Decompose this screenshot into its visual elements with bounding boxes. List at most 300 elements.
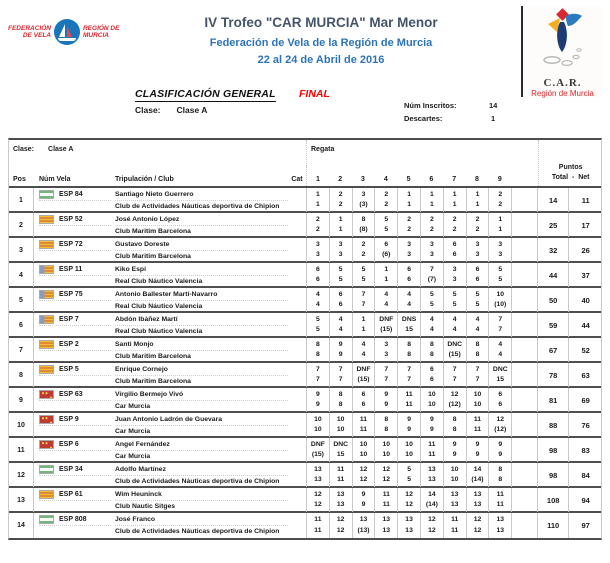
race-column-header: 4 [383,176,388,183]
table-header [9,140,601,188]
total-points-cell: 98 [538,438,569,462]
crew-club-cell [111,288,288,312]
sail-shape [67,26,72,37]
crew-column-header: Tripulación / Club [115,176,174,183]
club-name: Car Murcia [115,427,151,435]
cat-cell [288,513,306,538]
table-body [9,188,601,538]
race-result-cell: 2 2 [306,213,329,237]
crew-club-cell [111,438,288,462]
race-column-header: 3 [361,176,365,183]
gap-header [511,166,538,186]
race-result-cell: 5 5 [420,288,443,312]
race-result-cell: 11 11 [466,413,489,437]
cat-cell [288,288,306,312]
race-result-cell: 10 10 [443,463,466,487]
race-result-cell: 12 12 [352,463,375,487]
murcia-flag-icon [39,390,54,399]
total-points-cell: 88 [538,413,569,437]
sail-number: ESP 61 [59,490,83,498]
race-result-cell: 8 8 [374,413,397,437]
total-points-cell: 81 [538,388,569,412]
net-points-cell: 11 [581,195,590,205]
race-result-cell: 10 10 [397,438,420,462]
gap-cell [511,363,538,387]
race-result-cell: 2 2 [397,213,420,237]
race-result-cell: 2 2 [488,188,511,212]
logo-text-line: MURCIA [82,32,109,39]
race-result-cell: 11 11 [443,513,466,538]
valencia-flag-icon [39,315,54,324]
race-result-cell: 5 5 [443,288,466,312]
andalucia-flag-icon [39,465,54,474]
gap-cell [511,438,538,462]
race-result-cell: 9 9 [306,388,329,412]
sail-number-cell [34,488,111,512]
race-result-cell: 13 13 [488,513,511,538]
gap-cell [511,313,538,337]
sail-number-cell [34,388,111,412]
cat-cell [288,413,306,437]
class-line [135,105,207,115]
race-result-cell: 10 10 [306,413,329,437]
race-result-cell: 12 12 [374,463,397,487]
total-points-cell: 44 [538,263,569,287]
sail-number-cell [34,213,111,237]
position-cell: 3 [9,238,34,262]
race-result-cell: 3 (3) [352,188,375,212]
num-inscritos-label: Núm Inscritos: [404,101,457,110]
race-result-cell: 7 7 [352,288,375,312]
gap-cell [511,263,538,287]
race-result-cell: 10 10 [329,413,352,437]
race-result-cell: 8 8 [329,388,352,412]
crew-name: Abdón Ibáñez Martí [115,314,288,326]
race-result-cell: 6 6 [352,388,375,412]
table-row [9,288,601,313]
race-result-cell: 2 2 [352,238,375,262]
race-result-cell: DNF (15) [374,313,397,337]
race-result-cell: 2 2 [329,188,352,212]
crew-name: Kiko Espí [115,264,288,276]
crew-club-cell [111,188,288,212]
race-result-cell: 8 8 [420,338,443,362]
classification-heading: CLASIFICACIÓN GENERAL [135,88,276,100]
region-logo-text [83,25,119,39]
cat-cell [288,188,306,212]
race-result-cell: 12 12 [397,488,420,512]
race-result-cell: 7 7 [329,363,352,387]
sail-number: ESP 75 [59,290,83,298]
total-points-cell: 50 [538,288,569,312]
gap-cell [511,463,538,487]
race-result-cell: 3 3 [374,338,397,362]
net-points-cell: 76 [581,420,590,430]
table-row [9,513,601,538]
cat-cell [288,338,306,362]
catalonia-flag-icon [39,490,54,499]
crew-name: Gustavo Doreste [115,239,288,251]
race-result-cell: 2 2 [374,188,397,212]
race-result-cell: 13 13 [420,463,443,487]
sail-number: ESP 72 [59,240,83,248]
sail-number: ESP 52 [59,215,83,223]
race-result-cell: 1 1 [488,213,511,237]
position-cell: 11 [9,438,34,462]
cat-cell [288,463,306,487]
race-result-cell: 6 6 [466,263,489,287]
federacion-vela-logo [8,16,126,48]
race-result-cell: 5 5 [352,263,375,287]
crew-club-cell [111,213,288,237]
race-result-cell: 9 9 [443,438,466,462]
net-points-cell: 63 [581,370,590,380]
puntos-label: Puntos [558,164,583,171]
sailboat-icon [54,19,80,45]
crew-name: Angel Fernández [115,439,288,451]
catalonia-flag-icon [39,365,54,374]
total-points-cell: 67 [538,338,569,362]
race-result-cell: 3 3 [306,238,329,262]
race-result-cell: 9 9 [329,338,352,362]
race-column-header: 7 [452,176,457,183]
valencia-flag-icon [39,290,54,299]
race-result-cell: DNF (15) [352,363,375,387]
race-result-cell: 4 4 [374,288,397,312]
race-result-cell: 13 (13) [352,513,375,538]
club-name: Real Club Náutico Valencia [115,327,203,335]
title-block [140,14,502,67]
race-result-cell: DNC (15) [443,338,466,362]
net-points-cell: 26 [581,245,590,255]
cat-cell [288,213,306,237]
puntos-header [538,140,602,186]
total-points-cell: 59 [538,313,569,337]
club-name: Real Club Náutico Valencia [115,277,203,285]
race-result-cell: DNC 15 [329,438,352,462]
total-points-cell: 98 [538,463,569,487]
gap-cell [511,388,538,412]
total-points-cell: 110 [538,513,569,538]
table-row [9,413,601,438]
gap-cell [511,213,538,237]
crew-name: Juan Antonio Ladrón de Guevara [115,414,288,426]
race-result-cell: 3 3 [466,238,489,262]
race-result-cell: 12 (12) [443,388,466,412]
race-result-cell: 10 10 [420,388,443,412]
race-result-cell: 5 5 [466,288,489,312]
table-row [9,213,601,238]
gap-cell [511,288,538,312]
race-result-cell: 13 13 [329,488,352,512]
andalucia-flag-icon [39,190,54,199]
net-points-cell: 52 [581,345,590,355]
position-cell: 4 [9,263,34,287]
race-result-cell: 3 3 [420,238,443,262]
race-result-cell: 7 7 [306,363,329,387]
net-points-cell: 44 [581,320,590,330]
race-result-cell: 11 11 [374,488,397,512]
table-row [9,263,601,288]
race-result-cell: 4 4 [443,313,466,337]
pos-column-header: Pos [13,176,26,183]
total-points-cell: 25 [538,213,569,237]
net-points-cell: 37 [581,270,590,280]
race-column-header: 6 [429,176,434,183]
total-net-label: Total - Net [551,174,590,181]
position-cell: 2 [9,213,34,237]
valencia-flag-icon [39,265,54,274]
club-name: Club Maritim Barcelona [115,252,191,260]
race-result-cell: 11 11 [397,388,420,412]
event-title: IV Trofeo "CAR MURCIA" Mar Menor [204,15,438,30]
crew-club-cell [111,388,288,412]
sail-number-cell [34,463,111,487]
club-name: Club de Actividades Náuticas deportiva de Chipion [115,527,280,535]
race-result-cell: 11 11 [352,413,375,437]
race-result-cell: 12 12 [329,513,352,538]
car-murcia-logo [521,6,602,97]
total-points-cell: 108 [538,488,569,512]
sail-number-cell [34,188,111,212]
race-result-cell: 4 4 [488,338,511,362]
net-points-cell: 84 [581,470,590,480]
race-result-cell: DNF (15) [306,438,329,462]
descartes-label: Descartes: [404,114,443,123]
race-result-cell: 4 4 [397,288,420,312]
gap-cell [511,338,538,362]
race-result-cell: 2 2 [466,213,489,237]
race-result-cell: 2 2 [420,213,443,237]
race-result-cell: 4 4 [306,288,329,312]
crew-name: Virgilio Bermejo Vivó [115,389,288,401]
logo-text-line: REGIÓN DE [82,25,120,32]
total-points-cell: 32 [538,238,569,262]
race-result-cell: 13 13 [306,463,329,487]
race-result-cell: 6 6 [329,288,352,312]
sail-number-cell [34,313,111,337]
crew-name: Antonio Ballester Martí-Navarro [115,289,288,301]
cat-cell [288,238,306,262]
murcia-flag-icon [39,415,54,424]
club-name: Club Maritim Barcelona [115,377,191,385]
race-result-cell: 14 (14) [420,488,443,512]
race-result-cell: 7 7 [397,363,420,387]
num-inscritos-value: 14 [489,101,498,110]
crew-name: Adolfo Martínez [115,464,288,476]
race-result-cell: 8 8 [306,338,329,362]
table-class-label [9,140,306,166]
sail-number: ESP 84 [59,190,83,198]
cat-cell [288,263,306,287]
race-result-cell: 8 8 [443,413,466,437]
race-result-cell: 1 1 [352,313,375,337]
sail-number-cell [34,263,111,287]
sail-number: ESP 7 [59,315,79,323]
net-points-cell: 69 [581,395,590,405]
class-label: Clase: [13,146,35,153]
crew-club-cell [111,513,288,538]
club-name: Car Murcia [115,452,151,460]
race-result-cell: 7 7 [374,363,397,387]
race-result-cell: 9 9 [420,413,443,437]
sail-number: ESP 6 [59,440,79,448]
catalonia-flag-icon [39,240,54,249]
cat-cell [288,313,306,337]
sail-number: ESP 34 [59,465,83,473]
table-row [9,438,601,463]
sail-number: ESP 11 [59,265,83,273]
event-dates: 22 al 24 de Abril de 2016 [257,54,385,66]
cat-column-header: Cat [291,176,303,183]
organizer-subtitle: Federación de Vela de la Región de Murcia [209,37,433,49]
race-result-cell: 3 3 [329,238,352,262]
race-result-cell: 11 11 [488,488,511,512]
sail-number-cell [34,413,111,437]
car-logo-mark [524,8,601,72]
race-result-cell: 3 3 [443,263,466,287]
position-cell: 9 [9,388,34,412]
race-result-cell: 6 6 [306,263,329,287]
race-result-cell: 9 9 [352,488,375,512]
sail-number-cell [34,363,111,387]
position-cell: 8 [9,363,34,387]
race-result-cell: 10 10 [352,438,375,462]
race-result-cell: 13 13 [443,488,466,512]
cat-cell [288,363,306,387]
crew-name: José Antonio López [115,214,288,226]
sail-number-cell [34,238,111,262]
total-points-cell: 14 [538,188,569,212]
race-result-cell: 7 (7) [420,263,443,287]
car-acronym: C.A.R. [543,77,582,89]
crew-club-cell [111,238,288,262]
race-result-cell: 1 1 [420,188,443,212]
sail-number-cell [34,438,111,462]
crew-club-cell [111,338,288,362]
position-cell: 14 [9,513,34,538]
race-result-cell: 11 11 [420,438,443,462]
net-points-cell: 94 [581,495,590,505]
race-result-cell: 8 (8) [352,213,375,237]
club-name: Club Nautic Sitges [115,502,176,510]
gap-cell [511,413,538,437]
net-points-cell: 97 [581,521,590,530]
race-result-cell: 3 3 [397,238,420,262]
descartes-value: 1 [491,114,496,123]
sail-number-cell [34,513,111,538]
logo-text-line: FEDERACIÓN [8,25,51,32]
race-result-cell: 12 12 [306,488,329,512]
position-cell: 1 [9,188,34,212]
race-result-cell: 11 11 [306,513,329,538]
sail-number-cell [34,288,111,312]
logo-text-line: DE VELA [22,32,51,39]
catalonia-flag-icon [39,340,54,349]
race-result-cell: 6 6 [397,263,420,287]
federacion-logo-text [8,25,51,39]
cat-cell [288,388,306,412]
race-result-cell: 8 8 [397,338,420,362]
race-result-cell: 6 6 [420,363,443,387]
race-result-cell: DNS 15 [397,313,420,337]
race-result-cell: 5 5 [374,213,397,237]
position-cell: 5 [9,288,34,312]
crew-club-cell [111,263,288,287]
position-cell: 10 [9,413,34,437]
sail-number: ESP 2 [59,340,79,348]
club-name: Club de Actividades Náuticas deportiva de Chipion [115,202,280,210]
crew-club-cell [111,313,288,337]
net-points-cell: 83 [581,445,590,455]
race-result-cell: 7 7 [488,313,511,337]
results-table [8,138,602,540]
crew-club-cell [111,363,288,387]
race-column-header: 1 [306,166,329,186]
race-result-cell: 6 (6) [374,238,397,262]
race-result-cell: 10 10 [374,438,397,462]
position-cell: 13 [9,488,34,512]
race-result-cell: 9 9 [488,438,511,462]
race-result-cell: 4 4 [466,313,489,337]
race-result-cell: 2 2 [443,213,466,237]
race-result-cell: 5 5 [488,263,511,287]
total-points-cell: 78 [538,363,569,387]
class-label: Clase: [135,105,161,115]
crew-club-cell [111,488,288,512]
race-result-cell: 12 (12) [488,413,511,437]
gap-cell [511,238,538,262]
race-result-cell: 3 3 [488,238,511,262]
status-final: FINAL [299,88,330,100]
race-result-cell: 5 5 [397,463,420,487]
table-row [9,338,601,363]
race-result-cell: 7 7 [466,363,489,387]
race-result-cell: 4 4 [352,338,375,362]
race-result-cell: 13 13 [374,513,397,538]
crew-name: Santiago Nieto Guerrero [115,189,288,201]
position-cell: 12 [9,463,34,487]
race-result-cell: 10 (10) [488,288,511,312]
race-result-cell: 9 9 [374,388,397,412]
race-result-cell: 6 6 [443,238,466,262]
race-result-cell: 10 10 [466,388,489,412]
race-column-header: 2 [338,176,343,183]
race-result-cell: 1 1 [397,188,420,212]
race-result-cell: 9 9 [466,438,489,462]
race-result-cell: 12 12 [466,513,489,538]
race-result-cell: 5 5 [306,313,329,337]
crew-club-cell [111,463,288,487]
race-result-cell: 13 13 [397,513,420,538]
race-result-cell: 4 4 [420,313,443,337]
club-name: Car Murcia [115,402,151,410]
net-points-cell: 17 [581,220,590,230]
club-name: Club de Actividades Náuticas deportiva de Chipion [115,477,280,485]
class-value: Clase A [176,105,208,115]
race-result-cell: 8 8 [488,463,511,487]
sail-column-header: Núm Vela [39,176,71,183]
race-result-cell: 4 4 [329,313,352,337]
race-result-cell: 1 1 [306,188,329,212]
sail-number-cell [34,338,111,362]
club-name: Real Club Náutico Valencia [115,302,203,310]
table-row [9,188,601,213]
race-column-header: 5 [406,176,411,183]
andalucia-flag-icon [39,515,54,524]
race-result-cell: 6 6 [488,388,511,412]
race-result-cell: 14 (14) [466,463,489,487]
